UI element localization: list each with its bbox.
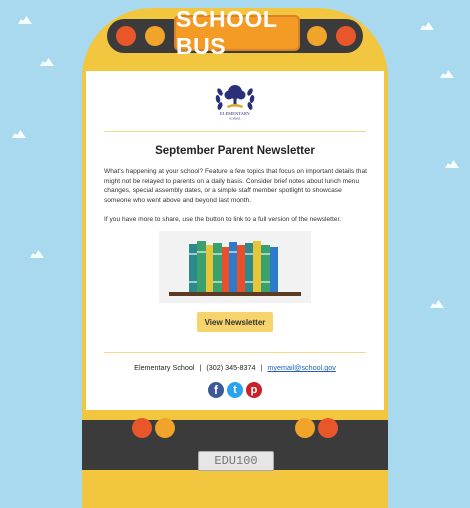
separator: | bbox=[260, 363, 263, 372]
footer-divider bbox=[104, 352, 366, 353]
bus-tail-light-icon bbox=[155, 418, 175, 438]
view-newsletter-button[interactable]: View Newsletter bbox=[197, 312, 273, 332]
intro-paragraph: What's happening at your school? Feature a few topics that focus on important details that might not be relayed to parents on a daily basis. Consider brief notes about lunch menu changes, special assembly dates, or a simple staff member spotlight to showcase someone who went above and beyond last month. bbox=[104, 168, 367, 204]
contact-line bbox=[86, 363, 384, 372]
school-name: Elementary School bbox=[134, 363, 195, 372]
bus-light-icon bbox=[336, 26, 356, 46]
school-bus-sign: SCHOOL BUS bbox=[174, 15, 300, 51]
phone-number: (302) 345-8374 bbox=[206, 363, 256, 372]
bus-tail-light-icon bbox=[318, 418, 338, 438]
pinterest-icon[interactable]: p bbox=[246, 382, 262, 398]
bus-tail-light-icon bbox=[295, 418, 315, 438]
facebook-icon[interactable]: f bbox=[208, 382, 224, 398]
logo-subtext: SCHOOL bbox=[228, 116, 242, 120]
newsletter-title: September Parent Newsletter bbox=[155, 145, 315, 157]
bus-light-icon bbox=[116, 26, 136, 46]
more-info-paragraph: If you have more to share, use the button to link to a full version of the newsletter. bbox=[104, 216, 342, 223]
tree-laurel-logo bbox=[212, 80, 258, 120]
bus-tail-light-icon bbox=[132, 418, 152, 438]
books-on-shelf-image bbox=[159, 231, 311, 303]
header-divider bbox=[104, 131, 366, 132]
license-plate: EDU100 bbox=[198, 451, 274, 471]
bus-light-icon bbox=[145, 26, 165, 46]
bus-light-icon bbox=[307, 26, 327, 46]
separator: | bbox=[199, 363, 202, 372]
twitter-icon[interactable]: t bbox=[227, 382, 243, 398]
logo-text: ELEMENTARY bbox=[220, 111, 250, 116]
email-link[interactable]: myemail@school.gov bbox=[267, 363, 336, 372]
